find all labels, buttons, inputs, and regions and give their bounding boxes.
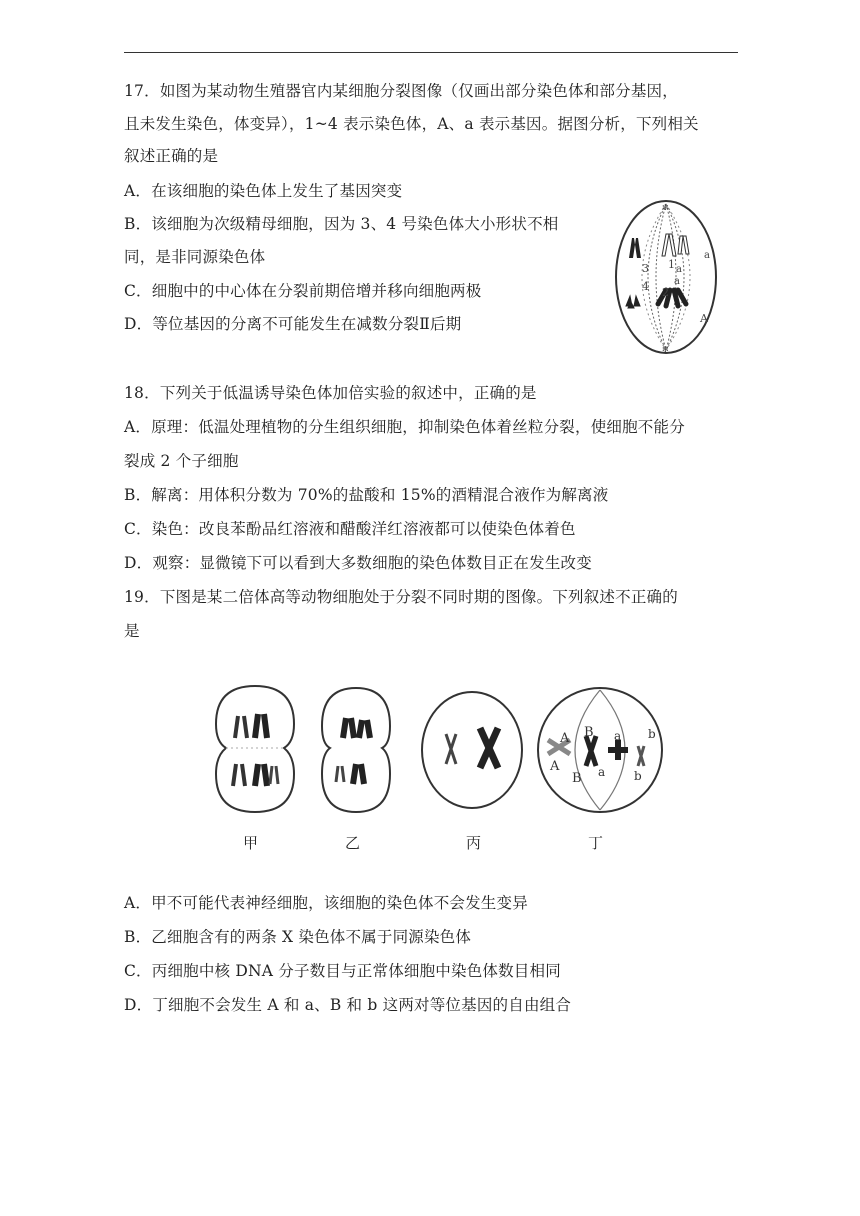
q18-option-b: B．解离：用体积分数为 70%的盐酸和 15%的酒精混合液作为解离液 <box>124 486 609 504</box>
q18-option-d: D．观察：显微镜下可以看到大多数细胞的染色体数目正在发生改变 <box>124 554 592 572</box>
ding-gene-a-1: a <box>614 729 622 743</box>
q17-option-c: C．细胞中的中心体在分裂前期倍增并移向细胞两极 <box>124 282 482 300</box>
q19-option-b: B．乙细胞含有的两条 X 染色体不属于同源染色体 <box>124 928 472 946</box>
q17-option-a: A．在该细胞的染色体上发生了基因突变 <box>124 182 403 200</box>
q17-stem-line-3: 叙述正确的是 <box>124 147 219 165</box>
ding-gene-B-1: B <box>584 725 594 740</box>
gene-A: A <box>700 312 708 325</box>
q18-option-a-line-2: 裂成 2 个子细胞 <box>124 452 239 470</box>
q18-option-a-line-1: A．原理：低温处理植物的分生组织细胞，抑制染色体着丝粒分裂，使细胞不能分 <box>124 418 685 436</box>
ding-gene-a-2: a <box>598 765 606 779</box>
q17-stem-line-2: 且未发生染色，体变异），1~4 表示染色体，A、a 表示基因。据图分析，下列相关 <box>124 115 699 133</box>
gene-a-1: a <box>676 264 682 275</box>
chromosome-label-3: 3 <box>642 262 649 275</box>
gene-a-3: a <box>674 276 680 287</box>
q17-cell-figure <box>610 196 722 358</box>
ding-gene-b-2: b <box>634 769 642 783</box>
cell-ding <box>538 688 662 812</box>
q19-option-a: A．甲不可能代表神经细胞，该细胞的染色体不会发生变异 <box>124 894 528 912</box>
q18-option-c: C．染色：改良苯酚品红溶液和醋酸洋红溶液都可以使染色体着色 <box>124 520 576 538</box>
panel-label-ding: 丁 <box>588 834 604 852</box>
q17-option-d: D．等位基因的分离不可能发生在减数分裂Ⅱ后期 <box>124 315 462 333</box>
q19-option-c: C．丙细胞中核 DNA 分子数目与正常体细胞中染色体数目相同 <box>124 962 561 980</box>
chromosome-label-2: 2 <box>662 286 669 299</box>
cell-bing <box>422 692 522 808</box>
q19-option-d: D．丁细胞不会发生 A 和 a、B 和 b 这两对等位基因的自由组合 <box>124 996 572 1014</box>
chromosome-label-1: 1 <box>668 258 675 271</box>
q17-stem-line-1: 17．如图为某动物生殖器官内某细胞分裂图像（仅画出部分染色体和部分基因， <box>124 82 678 100</box>
q19-stem-line-2: 是 <box>124 622 140 640</box>
q18-stem: 18．下列关于低温诱导染色体加倍实验的叙述中，正确的是 <box>124 384 537 402</box>
ding-gene-A-1: A <box>560 731 570 746</box>
panel-label-jia: 甲 <box>243 834 259 852</box>
ding-gene-B-2: B <box>572 771 582 786</box>
gene-a-2: a <box>704 250 710 261</box>
panel-label-yi: 乙 <box>345 834 361 852</box>
cell-jia <box>216 686 294 812</box>
panel-label-bing: 丙 <box>466 834 482 852</box>
chromosome-label-4: 4 <box>642 280 649 293</box>
q19-cells-figure <box>210 684 670 814</box>
q17-option-b-line-2: 同，是非同源染色体 <box>124 248 266 266</box>
q17-option-b-line-1: B．该细胞为次级精母细胞，因为 3、4 号染色体大小形状不相 <box>124 215 559 233</box>
ding-gene-A-2: A <box>550 759 560 774</box>
ding-gene-b-1: b <box>648 727 656 741</box>
header-rule <box>124 52 738 53</box>
q19-stem-line-1: 19．下图是某二倍体高等动物细胞处于分裂不同时期的图像。下列叙述不正确的 <box>124 588 678 606</box>
svg-text:✻: ✻ <box>662 345 669 354</box>
svg-text:✻: ✻ <box>662 203 669 212</box>
cell-yi <box>322 688 390 812</box>
